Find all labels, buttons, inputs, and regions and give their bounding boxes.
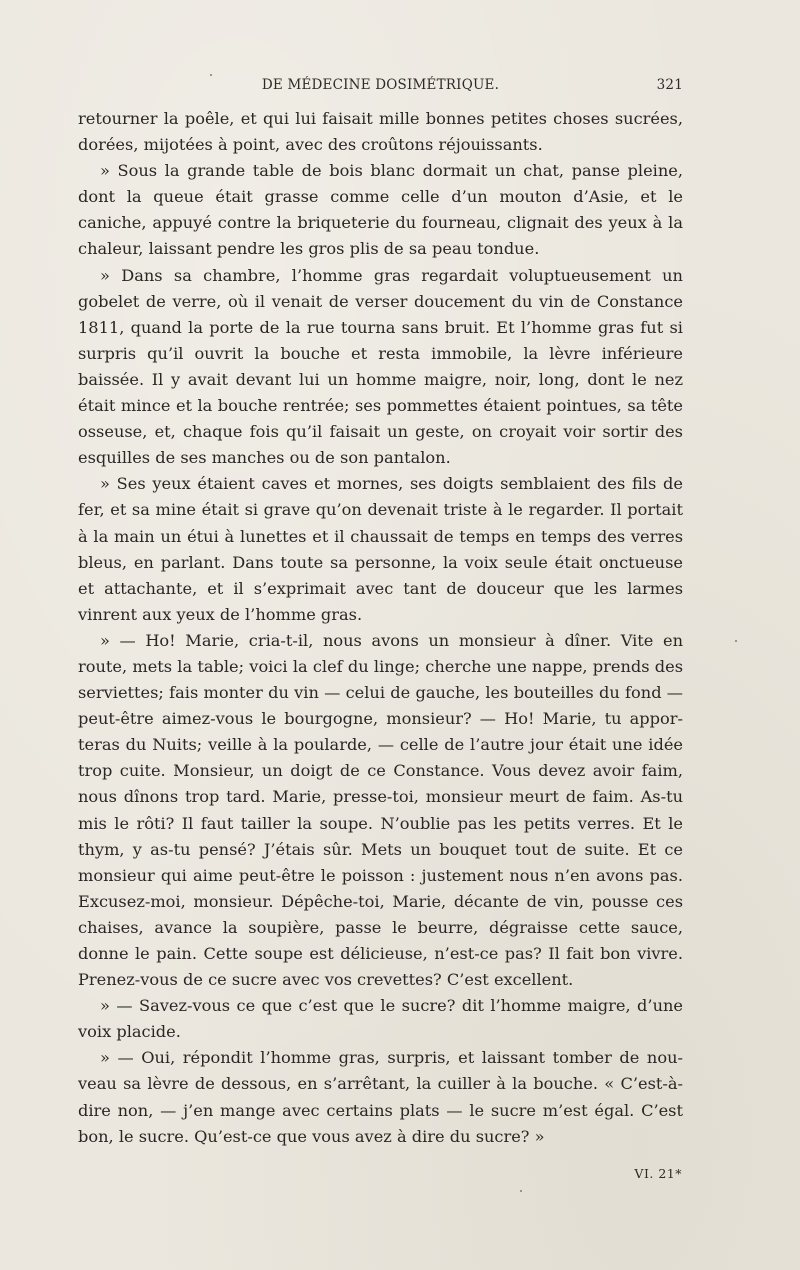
running-head bbox=[78, 77, 683, 97]
body-text bbox=[78, 106, 683, 1150]
paragraph-7: » — Oui, répondit l’homme gras, surpris, et laissant tomber de nouveau sa lèvre de dessous, en s’arrêtant, la cuiller à la bouche. « C’est-à-dire non, — j’en mange avec certains plats — le sucre m’est égal. C’est bon, le sucre. Qu’est-ce que vous avez à dire du sucre? » bbox=[78, 1048, 683, 1146]
printer-signature-mark: VI. 21* bbox=[634, 1166, 682, 1181]
paper-speck bbox=[520, 1190, 522, 1192]
paragraph-1: retourner la poêle, et qui lui faisait mille bonnes petites choses sucrées, dorées, mijotées à point, avec des croûtons réjouissants. bbox=[78, 109, 683, 155]
paragraph-6: » — Savez-vous ce que c’est que le sucre? dit l’homme maigre, d’une voix placide. bbox=[78, 996, 683, 1042]
running-title: DE MÉDECINE DOSIMÉTRIQUE. bbox=[261, 77, 500, 93]
paper-speck bbox=[210, 74, 212, 76]
page-number: 321 bbox=[656, 77, 683, 93]
paragraph-3: » Dans sa chambre, l’homme gras regardait voluptueusement un gobelet de verre, où il venait de verser doucement du vin de Constance 1811, quand la porte de la rue tourna sans bruit. Et l’homme gras fut si surpris qu’il ouvrit la bouche et resta immobile, la lèvre inférieure baissée. Il y avait devant lui un homme maigre, noir, long, dont le nez était mince et la bouche rentrée; ses pommettes étaient pointues, sa tête osseuse, et, chaque fois qu’il faisait un geste, on croyait voir sortir des esquilles de ses manches ou de son pantalon. bbox=[78, 265, 683, 468]
paragraph-2: » Sous la grande table de bois blanc dormait un chat, panse pleine, dont la queue était grasse comme celle d’un mouton d’Asie, et le caniche, appuyé contre la briqueterie du fourneau, clignait des yeux à la chaleur, laissant pendre les gros plis de sa peau tondue. bbox=[78, 161, 683, 259]
paragraph-5: » — Ho! Marie, cria-t-il, nous avons un monsieur à dîner. Vite en route, mets la table; voici la clef du linge; cherche une nappe, prends des serviettes; fais monter du vin — celui de gauche, les bouteilles du fond — peut-être aimez-vous le bourgogne, monsieur? — Ho! Marie, tu apporteras du Nuits; veille à la poularde, — celle de l’autre jour était une idée trop cuite. Monsieur, un doigt de ce Constance. Vous devez avoir faim, nous dînons trop tard. Marie, presse-toi, monsieur meurt de faim. As-tu mis le rôti? Il faut tailler la soupe. N’oublie pas les petits verres. Et le thym, y as-tu pensé? J’étais sûr. Mets un bouquet tout de suite. Et ce monsieur qui aime peut-être le poisson : justement nous n’en avons pas. Excusez-moi, monsieur. Dépêche-toi, Marie, décante de vin, pousse ces chaises, avance la soupière, passe le beurre, dégraisse cette sauce, donne le pain. Cette soupe est délicieuse, n’est-ce pas? Il fait bon vivre. Prenez-vous de ce sucre avec vos crevettes? C’est excellent. bbox=[78, 630, 683, 990]
paragraph-4: » Ses yeux étaient caves et mornes, ses doigts semblaient des fils de fer, et sa mine était si grave qu’on devenait triste à le regarder. Il portait à la main un étui à lunettes et il chaussait de temps en temps des verres bleus, en parlant. Dans toute sa personne, la voix seule était onctueuse et attachante, et il s’exprimait avec tant de douceur que les larmes vinrent aux yeux de l’homme gras. bbox=[78, 474, 683, 624]
paper-speck bbox=[735, 640, 737, 642]
